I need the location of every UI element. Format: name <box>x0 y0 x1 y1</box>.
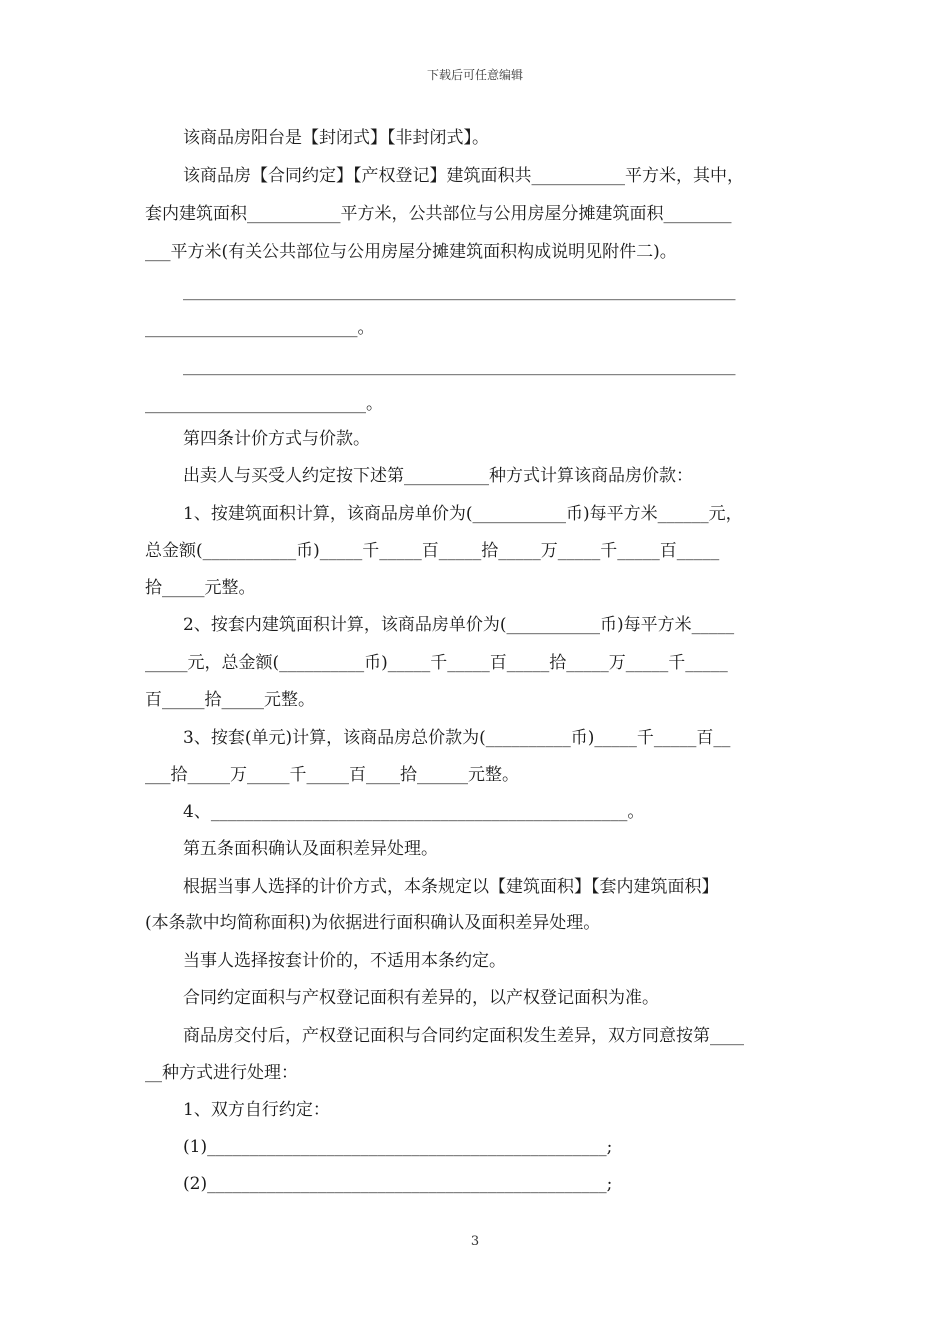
blank-line: __________________________。 <box>145 394 383 414</box>
text-line: ___平方米(有关公共部位与公用房屋分摊建筑面积构成说明见附件二)。 <box>145 242 677 262</box>
text-line: 3、按套(单元)计算，该商品房总价款为(__________币)_____千_____百__ <box>183 728 731 748</box>
text-line: 根据当事人选择的计价方式，本条规定以【建筑面积】【套内建筑面积】 <box>183 877 719 897</box>
text-line: (本条款中均简称面积)为依据进行面积确认及面积差异处理。 <box>145 913 601 933</box>
text-line: __种方式进行处理： <box>145 1063 298 1083</box>
blank-line: _________________________________________________________________ <box>183 356 736 376</box>
text-line: 合同约定面积与产权登记面积有差异的，以产权登记面积为准。 <box>183 988 659 1008</box>
text-line: 拾_____元整。 <box>145 578 256 598</box>
text-line: 套内建筑面积___________平方米，公共部位与公用房屋分摊建筑面积________ <box>145 204 732 224</box>
text-line: (1)_______________________________________________; <box>183 1137 613 1157</box>
text-line: 当事人选择按套计价的，不适用本条约定。 <box>183 951 506 971</box>
text-line: 2、按套内建筑面积计算，该商品房单价为(___________币)每平方米_____ <box>183 615 735 635</box>
text-line: ___拾_____万_____千_____百____拾______元整。 <box>145 765 519 785</box>
text-line: 总金额(___________币)_____千_____百_____拾_____万_____千_____百_____ <box>145 541 720 561</box>
text-line: _____元，总金额(__________币)_____千_____百_____拾_____万_____千_____ <box>145 653 728 673</box>
section-heading: 第四条计价方式与价款。 <box>183 429 370 449</box>
page-header: 下载后可任意编辑 <box>426 68 523 82</box>
text-line: 百_____拾_____元整。 <box>145 690 315 710</box>
text-line: 1、双方自行约定： <box>183 1100 330 1120</box>
text-line: 出卖人与买受人约定按下述第__________种方式计算该商品房价款： <box>183 466 693 486</box>
text-line: 1、按建筑面积计算，该商品房单价为(___________币)每平方米______元， <box>183 504 743 524</box>
blank-line: _________________________________________________________________ <box>183 281 736 301</box>
page-number: 3 <box>470 1234 480 1249</box>
blank-line: _________________________。 <box>145 318 375 338</box>
text-line: 该商品房【合同约定】【产权登记】建筑面积共___________平方米，其中， <box>183 166 744 186</box>
section-heading: 第五条面积确认及面积差异处理。 <box>183 839 438 859</box>
text-line: 4、_________________________________________________。 <box>183 802 645 822</box>
text-line: (2)_______________________________________________; <box>183 1174 613 1194</box>
text-line: 商品房交付后，产权登记面积与合同约定面积发生差异，双方同意按第____ <box>183 1026 744 1046</box>
text-line: 该商品房阳台是【封闭式】【非封闭式】。 <box>183 128 489 148</box>
